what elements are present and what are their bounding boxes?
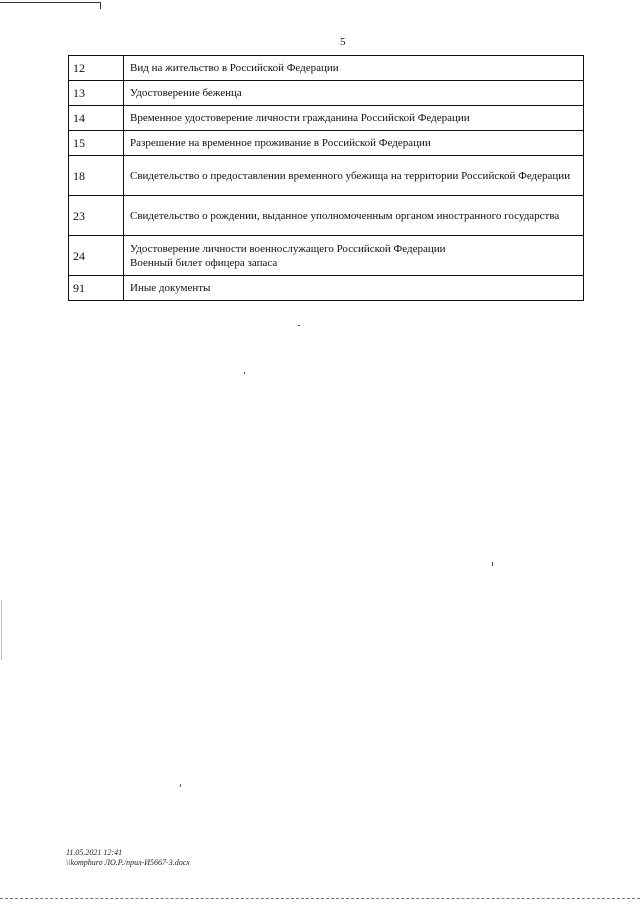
document-name bbox=[124, 131, 584, 156]
document-code: 24 bbox=[69, 236, 124, 276]
document-code: 23 bbox=[69, 196, 124, 236]
document-code: 12 bbox=[69, 56, 124, 81]
document-name-line: Вид на жительство в Российской Федерации bbox=[130, 62, 339, 74]
document-name-line: Удостоверение личности военнослужащего Российской Федерации bbox=[130, 242, 446, 255]
document-code: 91 bbox=[69, 276, 124, 301]
document-name-line: Удостоверение беженца bbox=[130, 87, 242, 99]
table-row bbox=[69, 131, 584, 156]
table-row bbox=[69, 236, 584, 276]
document-name-line: Свидетельство о предоставлении временного убежища на территории Российской Федерации bbox=[130, 169, 571, 182]
scan-speck bbox=[492, 562, 493, 566]
scan-speck bbox=[298, 325, 300, 326]
table-row bbox=[69, 156, 584, 196]
footer-file-path: \\komphuro ЛО.Р./прил-И5667-3.docx bbox=[66, 858, 190, 867]
document-code: 13 bbox=[69, 81, 124, 106]
document-footer bbox=[66, 848, 190, 868]
document-name-line: Иные документы bbox=[130, 282, 211, 294]
scan-corner-mark bbox=[0, 2, 101, 9]
scan-speck bbox=[1, 600, 2, 660]
table-row bbox=[69, 276, 584, 301]
table-row bbox=[69, 106, 584, 131]
document-code: 18 bbox=[69, 156, 124, 196]
table-row bbox=[69, 56, 584, 81]
document-name-line: Разрешение на временное проживание в Российской Федерации bbox=[130, 137, 431, 149]
document-code: 14 bbox=[69, 106, 124, 131]
document-name bbox=[124, 56, 584, 81]
document-name-line: Временное удостоверение личности гражданина Российской Федерации bbox=[130, 112, 470, 124]
table-row bbox=[69, 81, 584, 106]
document-codes-table bbox=[68, 55, 584, 301]
page-number: 5 bbox=[340, 36, 346, 48]
table-row bbox=[69, 196, 584, 236]
document-name-line: Свидетельство о рождении, выданное уполномоченным органом иностранного государства bbox=[130, 209, 560, 222]
document-name-line: Военный билет офицера запаса bbox=[130, 256, 278, 269]
document-name bbox=[124, 276, 584, 301]
page-bottom-edge bbox=[0, 898, 640, 899]
document-name bbox=[124, 196, 584, 236]
document-name bbox=[124, 156, 584, 196]
document-name bbox=[124, 81, 584, 106]
scan-speck bbox=[244, 372, 245, 374]
document-name bbox=[124, 236, 584, 276]
document-code: 15 bbox=[69, 131, 124, 156]
footer-timestamp: 11.05.2021 12:41 bbox=[66, 848, 123, 857]
scan-speck bbox=[180, 784, 181, 787]
document-name bbox=[124, 106, 584, 131]
